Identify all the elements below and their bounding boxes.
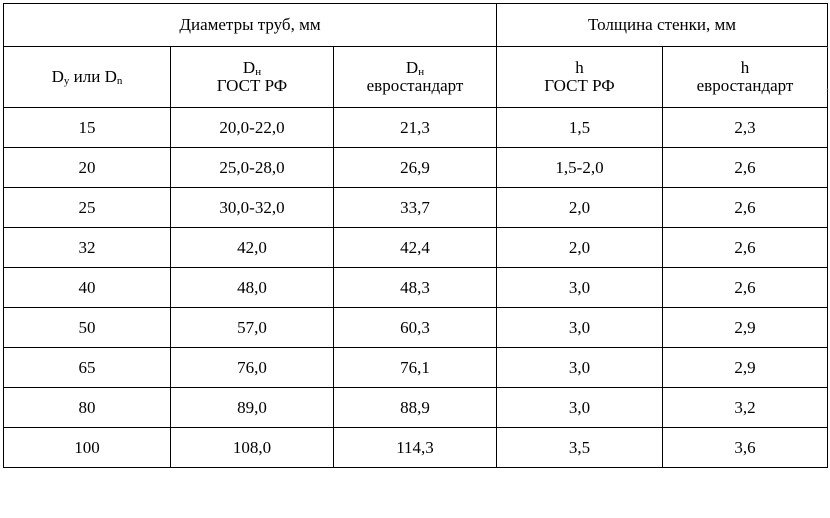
- cell-dn-gost: 108,0: [171, 428, 334, 468]
- cell-h-gost: 3,5: [497, 428, 663, 468]
- table-row: [4, 228, 828, 268]
- cell-h-euro: 3,2: [663, 388, 828, 428]
- cell-h-euro: 2,9: [663, 308, 828, 348]
- stray-dot-mark: .: [826, 79, 829, 93]
- dn-euro-label: евростандарт: [366, 76, 464, 95]
- cell-dy: 25: [4, 188, 171, 228]
- cell-dn-euro: 88,9: [334, 388, 497, 428]
- cell-dn-euro: 48,3: [334, 268, 497, 308]
- cell-dy: 100: [4, 428, 171, 468]
- cell-dn-euro: 33,7: [334, 188, 497, 228]
- h-euro-symbol: h: [740, 58, 750, 77]
- dy-subscript: у: [63, 75, 70, 87]
- cell-dn-gost: 30,0-32,0: [171, 188, 334, 228]
- dn-gost-symbol-line: [171, 59, 333, 77]
- table-row: [4, 388, 828, 428]
- cell-dy: 32: [4, 228, 171, 268]
- cell-h-gost: 2,0: [497, 188, 663, 228]
- cell-dn-euro: 114,3: [334, 428, 497, 468]
- dn-gost-symbol: D: [242, 58, 256, 77]
- table-row: [4, 428, 828, 468]
- h-gost-label: ГОСТ РФ: [544, 76, 615, 95]
- cell-h-gost: 3,0: [497, 348, 663, 388]
- dn-euro-symbol-line: [334, 59, 496, 77]
- cell-dn-gost: 42,0: [171, 228, 334, 268]
- table-row: [4, 308, 828, 348]
- header-nominal-diameter: [4, 47, 171, 108]
- cell-dn-gost: 25,0-28,0: [171, 148, 334, 188]
- cell-h-euro: 2,3: [663, 108, 828, 148]
- header-h-gost: [497, 47, 663, 108]
- cell-h-euro: 2,6: [663, 148, 828, 188]
- pipe-dimensions-table: [3, 3, 828, 468]
- cell-dy: 15: [4, 108, 171, 148]
- cell-dn-euro: 21,3: [334, 108, 497, 148]
- cell-h-euro: 2,6: [663, 268, 828, 308]
- cell-dy: 40: [4, 268, 171, 308]
- header-h-euro: [663, 47, 828, 108]
- cell-dn-gost: 89,0: [171, 388, 334, 428]
- dn-euro-subscript: н: [418, 66, 425, 78]
- cell-h-gost: 1,5-2,0: [497, 148, 663, 188]
- dn-subscript: n: [116, 75, 123, 87]
- h-euro-label: евростандарт: [696, 76, 794, 95]
- cell-h-euro: 2,9: [663, 348, 828, 388]
- table-row: [4, 188, 828, 228]
- cell-dy: 80: [4, 388, 171, 428]
- cell-h-euro: 3,6: [663, 428, 828, 468]
- header-wall-thickness: Толщина стенки, мм: [497, 4, 828, 47]
- cell-dn-gost: 20,0-22,0: [171, 108, 334, 148]
- table-row: [4, 108, 828, 148]
- cell-h-gost: 1,5: [497, 108, 663, 148]
- cell-h-euro: 2,6: [663, 188, 828, 228]
- cell-h-gost: 3,0: [497, 308, 663, 348]
- dn-gost-subscript: н: [255, 66, 262, 78]
- dn-gost-label: ГОСТ РФ: [216, 76, 288, 95]
- header-diameters: Диаметры труб, мм: [4, 4, 497, 47]
- cell-dn-gost: 48,0: [171, 268, 334, 308]
- cell-dn-euro: 42,4: [334, 228, 497, 268]
- cell-h-gost: 2,0: [497, 228, 663, 268]
- cell-h-gost: 3,0: [497, 268, 663, 308]
- stray-dot-mark: .: [826, 37, 829, 51]
- dn-euro-symbol: D: [405, 58, 419, 77]
- header-dn-euro: [334, 47, 497, 108]
- table-row: [4, 348, 828, 388]
- group-header-row: [4, 4, 828, 47]
- cell-dn-gost: 57,0: [171, 308, 334, 348]
- sub-header-row: [4, 47, 828, 108]
- cell-dn-gost: 76,0: [171, 348, 334, 388]
- cell-dn-euro: 26,9: [334, 148, 497, 188]
- header-dn-gost: [171, 47, 334, 108]
- table-row: [4, 268, 828, 308]
- cell-dy: 20: [4, 148, 171, 188]
- cell-dy: 65: [4, 348, 171, 388]
- h-gost-symbol: h: [575, 58, 584, 77]
- cell-dn-euro: 60,3: [334, 308, 497, 348]
- cell-dn-euro: 76,1: [334, 348, 497, 388]
- cell-dy: 50: [4, 308, 171, 348]
- dy-or-label: или D: [69, 67, 117, 86]
- cell-h-euro: 2,6: [663, 228, 828, 268]
- cell-h-gost: 3,0: [497, 388, 663, 428]
- dy-symbol: D: [51, 67, 64, 86]
- table-row: [4, 148, 828, 188]
